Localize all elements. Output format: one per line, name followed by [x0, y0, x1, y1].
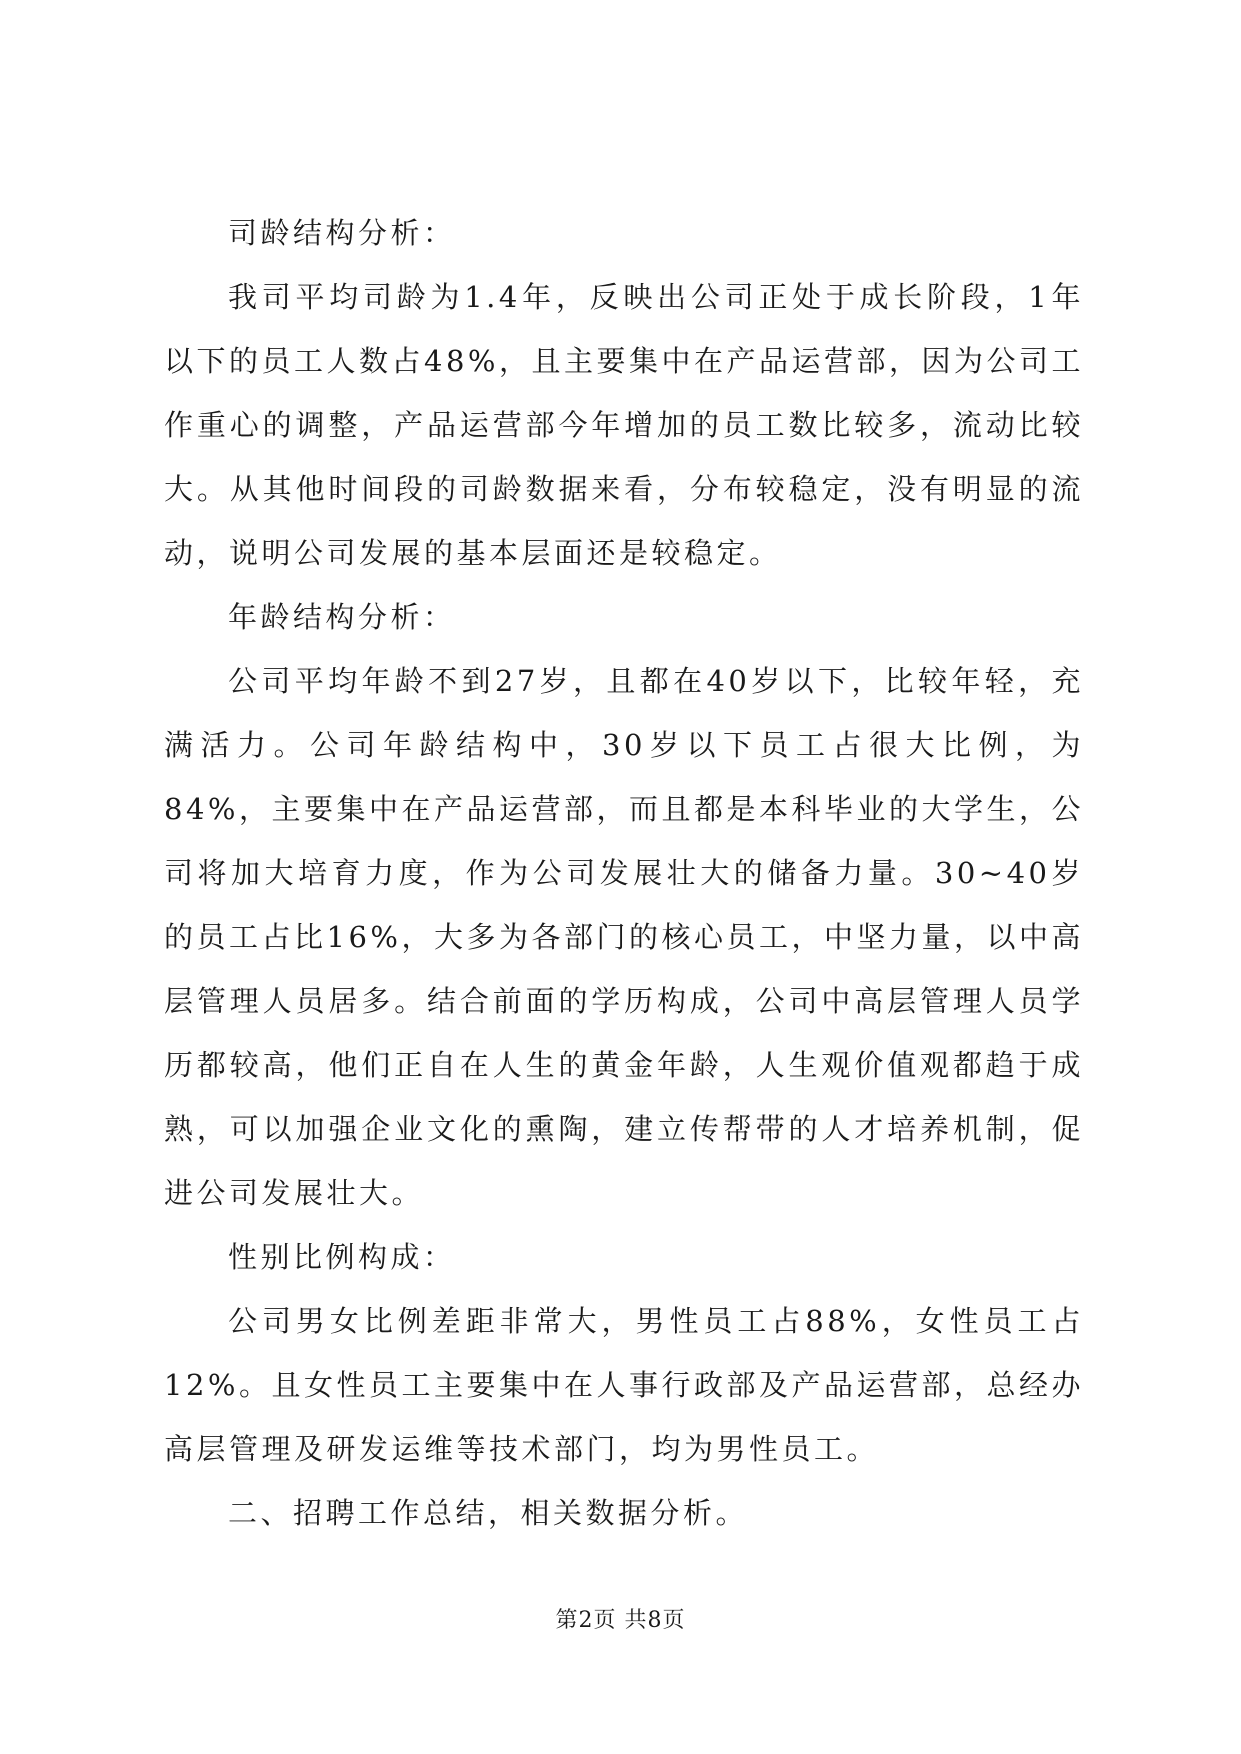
- paragraph-tenure: 我司平均司龄为1.4年，反映出公司正处于成长阶段，1年以下的员工人数占48%，且主要集中在产品运营部，因为公司工作重心的调整，产品运营部今年增加的员工数比较多，流动比较大。从其他时间段的司龄数据来看，分布较稳定，没有明显的流动，说明公司发展的基本层面还是较稳定。: [164, 280, 1084, 570]
- body-text: [164, 201, 1084, 1545]
- section-heading-recruitment: 二、招聘工作总结，相关数据分析。: [228, 1496, 749, 1530]
- paragraph-age: 公司平均年龄不到27岁，且都在40岁以下，比较年轻，充满活力。公司年龄结构中，30岁以下员工占很大比例，为84%，主要集中在产品运营部，而且都是本科毕业的大学生，公司将加大培育力度，作为公司发展壮大的储备力量。30~40岁的员工占比16%，大多为各部门的核心员工，中坚力量，以中高层管理人员居多。结合前面的学历构成，公司中高层管理人员学历都较高，他们正自在人生的黄金年龄，人生观价值观都趋于成熟，可以加强企业文化的熏陶，建立传帮带的人才培养机制，促进公司发展壮大。: [164, 664, 1084, 1210]
- paragraph-gender: 公司男女比例差距非常大，男性员工占88%，女性员工占12%。且女性员工主要集中在人事行政部及产品运营部，总经办高层管理及研发运维等技术部门，均为男性员工。: [164, 1304, 1084, 1466]
- section-heading-gender: 性别比例构成：: [228, 1240, 456, 1274]
- page-footer: 第2页 共8页: [555, 1608, 686, 1633]
- section-heading-tenure: 司龄结构分析：: [228, 216, 456, 250]
- section-heading-age: 年龄结构分析：: [228, 600, 456, 634]
